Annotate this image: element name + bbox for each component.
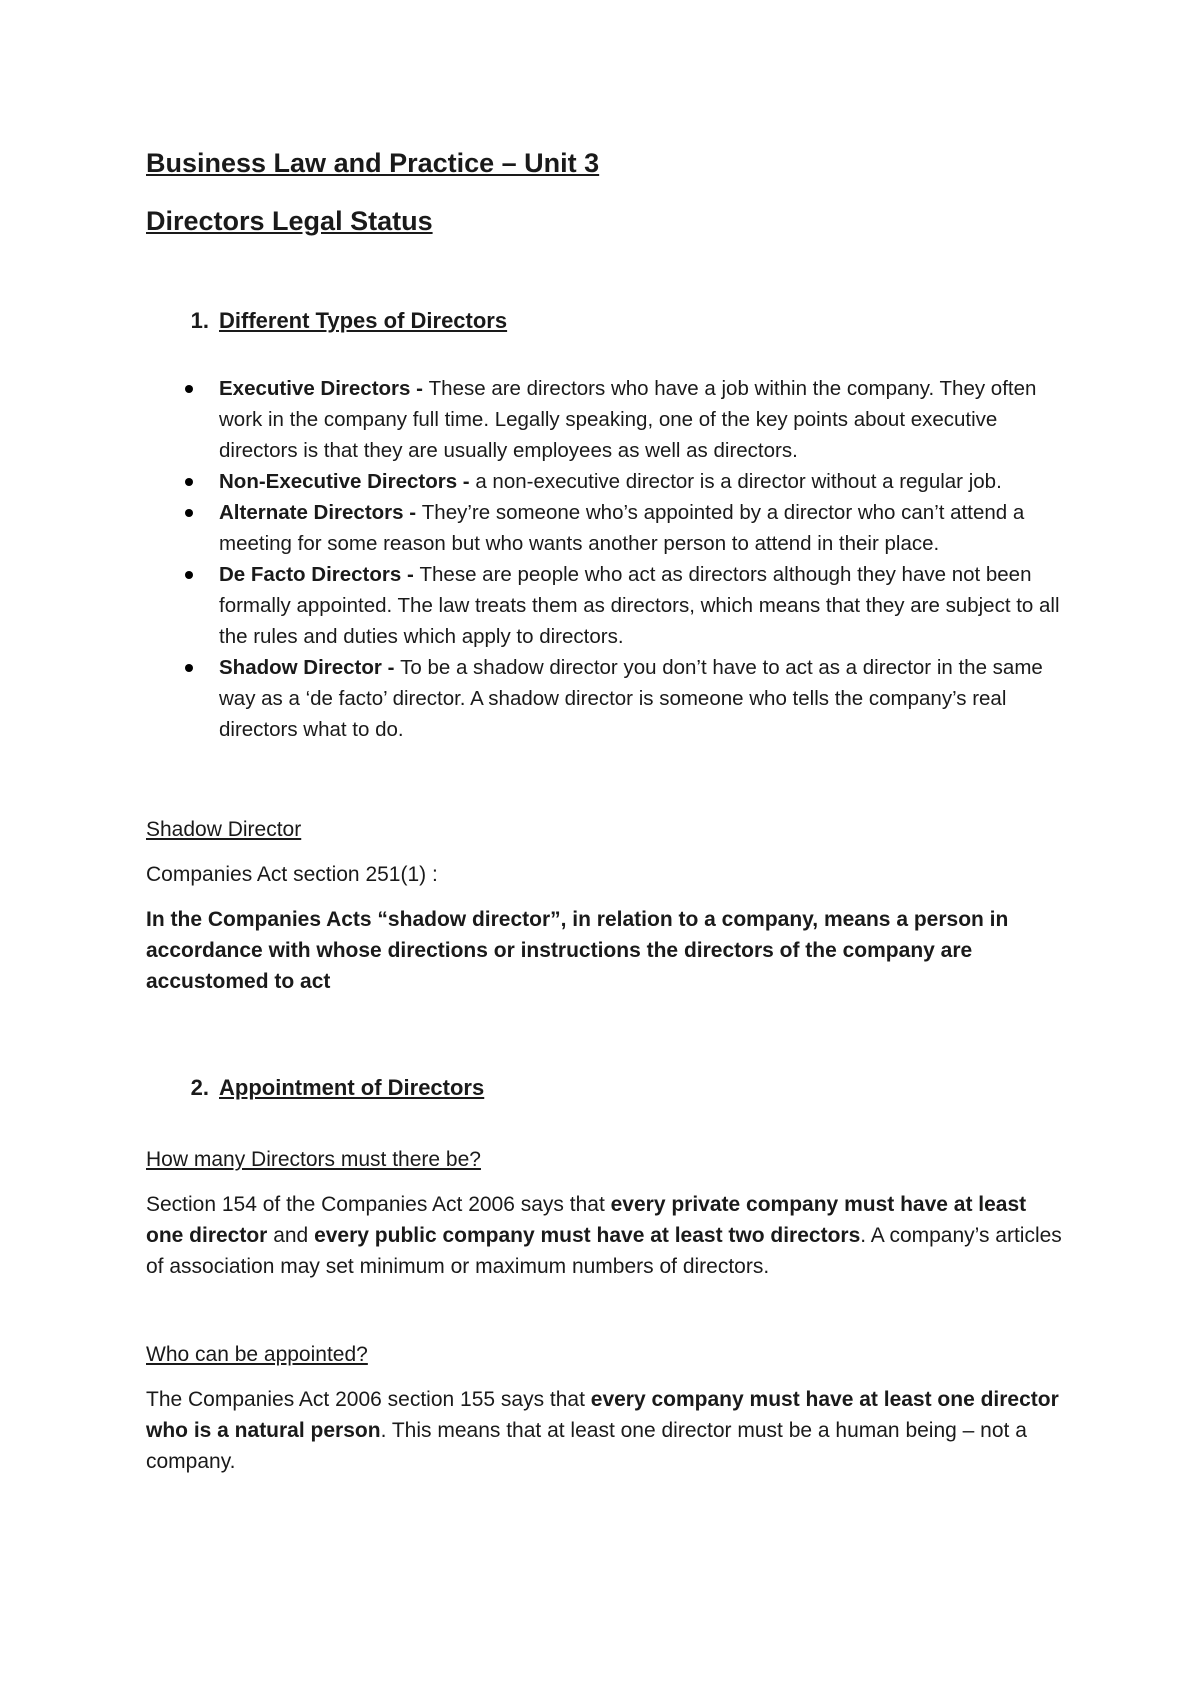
how-many-heading: How many Directors must there be? (146, 1148, 481, 1171)
list-item-text: These are directors who have a job within the company. They often work in the company full time. Legally speaking, one of the key points about executive directors is that they are usually employees as well as directors. (219, 377, 1037, 462)
list-item (146, 373, 1066, 466)
list-item (146, 497, 1066, 559)
bullet-icon (185, 571, 193, 579)
section-155-paragraph (146, 1384, 1066, 1477)
paragraph-text: . A company’s articles of association may set minimum or maximum numbers of directors. (146, 1224, 1062, 1278)
paragraph-bold-text: every public company must have at least two directors (314, 1224, 861, 1247)
list-item-text: They’re someone who’s appointed by a director who can’t attend a meeting for some reason but who wants another person to attend in their place. (219, 501, 1025, 555)
list-item (146, 652, 1066, 745)
list-item-term: Executive Directors - (219, 377, 429, 400)
paragraph-bold-text: every private company must have at least one director (146, 1193, 1027, 1247)
document-page (146, 145, 1066, 1477)
list-item-term: De Facto Directors - (219, 563, 420, 586)
list-item-text: To be a shadow director you don’t have to act as a director in the same way as a ‘de facto’ director. A shadow director is someone who tells the company’s real directors what to do. (219, 656, 1043, 741)
list-item-term: Shadow Director - (219, 656, 401, 679)
paragraph-text: and (267, 1224, 315, 1247)
bullet-icon (185, 385, 193, 393)
section-heading-appointment (146, 1073, 1066, 1103)
list-item-text: a non-executive director is a director without a regular job. (475, 470, 1002, 493)
paragraph-text: . This means that at least one director must be a human being – not a company. (146, 1419, 1027, 1473)
section-154-paragraph (146, 1189, 1066, 1282)
bullet-icon (185, 478, 193, 486)
list-item-term: Non-Executive Directors - (219, 470, 476, 493)
section-title: Appointment of Directors (219, 1075, 485, 1100)
who-appointed-heading: Who can be appointed? (146, 1343, 368, 1366)
shadow-director-heading: Shadow Director (146, 818, 302, 841)
paragraph-bold-text: every company must have at least one director who is a natural person (146, 1388, 1059, 1442)
bullet-icon (185, 509, 193, 517)
act-reference: Companies Act section 251(1) : (146, 863, 438, 886)
list-item (146, 559, 1066, 652)
document-title: Business Law and Practice – Unit 3 (146, 148, 600, 178)
bullet-icon (185, 664, 193, 672)
section-number: 2. (190, 1075, 209, 1100)
document-subtitle: Directors Legal Status (146, 206, 433, 236)
statutory-quote: In the Companies Acts “shadow director”, in relation to a company, means a person in accordance with whose directions or instructions the directors of the company are accustomed to act (146, 908, 1009, 993)
section-number: 1. (190, 308, 209, 333)
list-item (146, 466, 1066, 497)
section-heading-types (146, 306, 1066, 336)
director-types-list (146, 373, 1066, 745)
section-title: Different Types of Directors (219, 308, 508, 333)
paragraph-text: The Companies Act 2006 section 155 says that (146, 1388, 591, 1411)
paragraph-text: Section 154 of the Companies Act 2006 says that (146, 1193, 611, 1216)
list-item-text: These are people who act as directors although they have not been formally appointed. The law treats them as directors, which means that they are subject to all the rules and duties which apply to directors. (219, 563, 1060, 648)
list-item-term: Alternate Directors - (219, 501, 422, 524)
